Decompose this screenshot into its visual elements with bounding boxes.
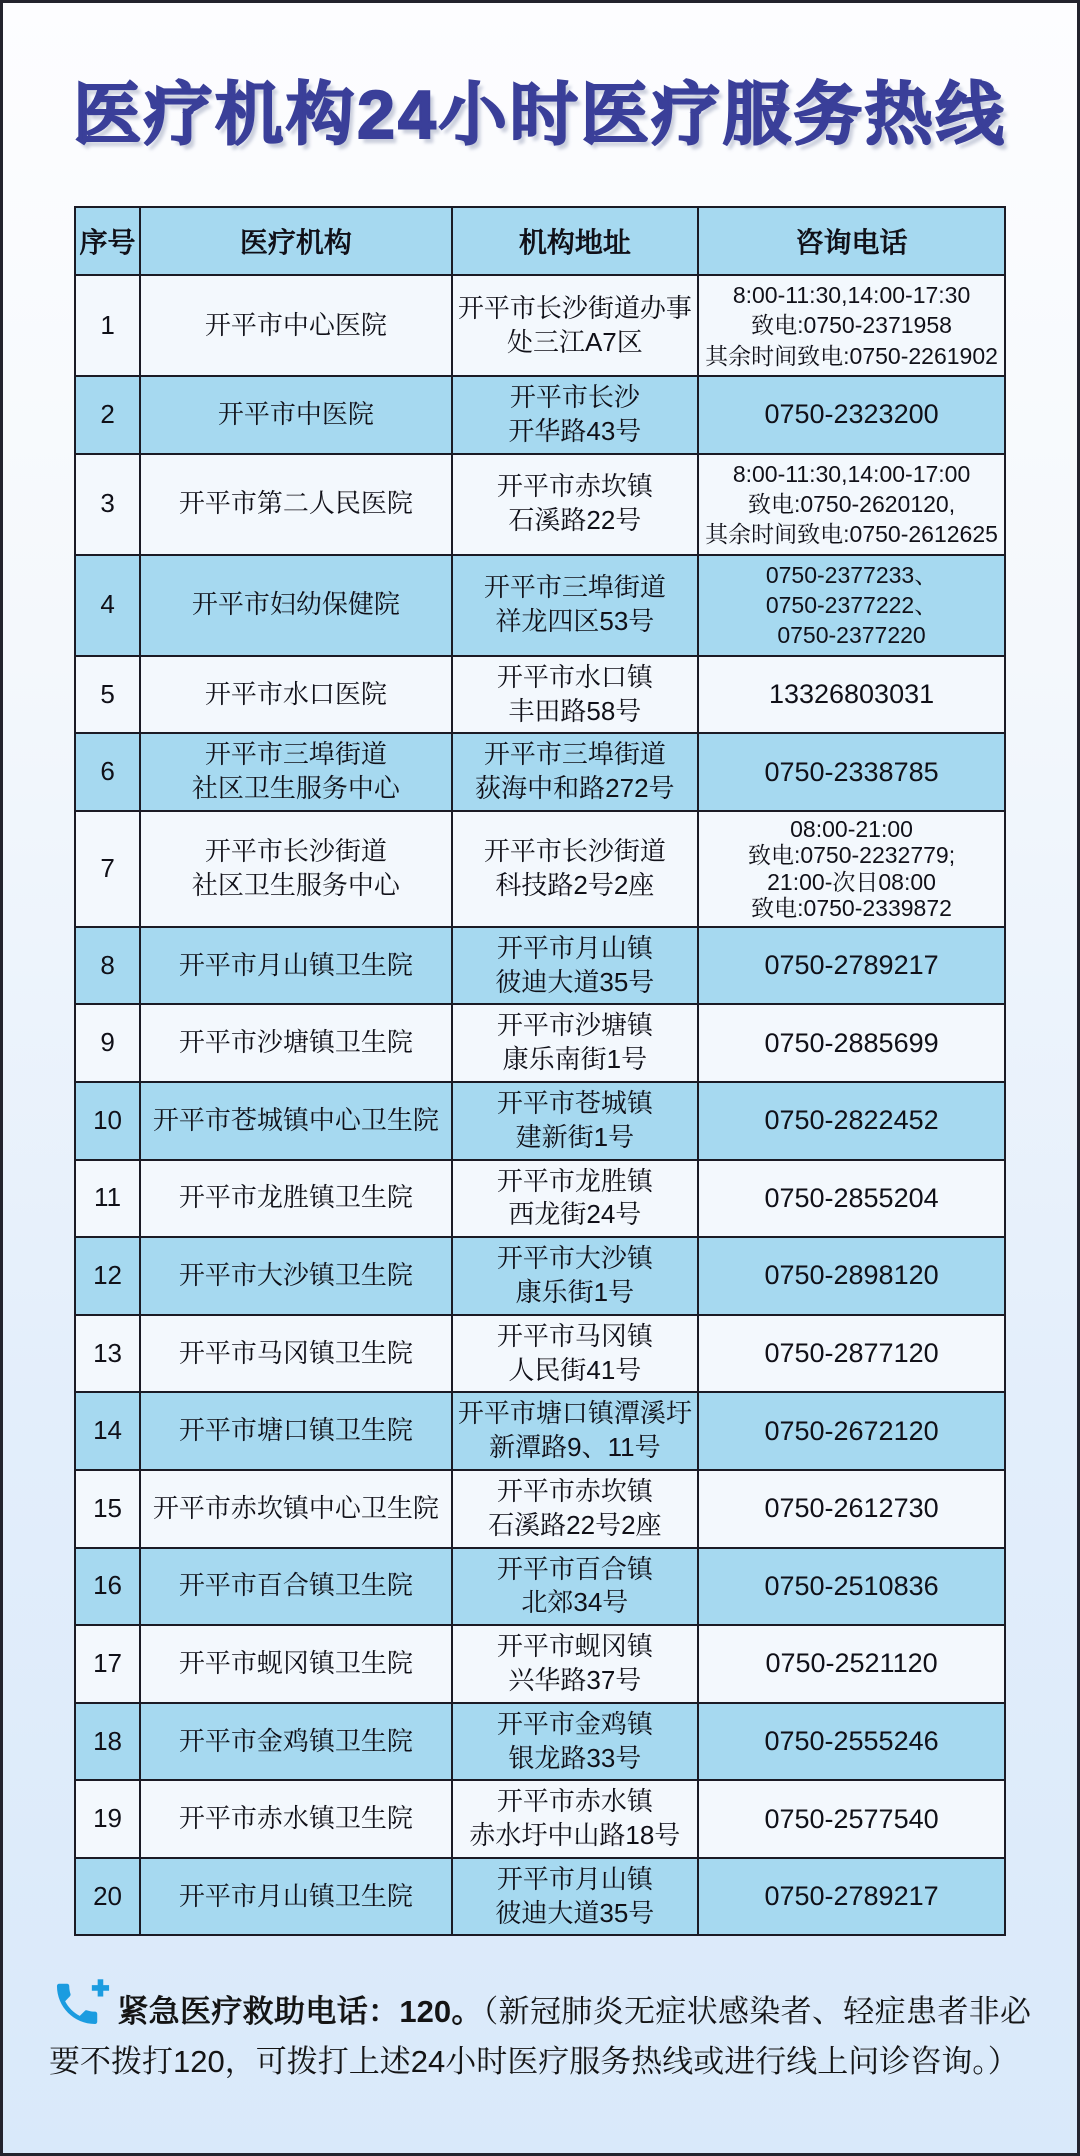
- cell-phone-line: 0750-2789217: [764, 1881, 939, 1912]
- cell-no: [75, 555, 140, 656]
- table-row: [75, 454, 1005, 555]
- cell-org: [140, 1004, 452, 1082]
- cell-no: [75, 1237, 140, 1315]
- cell-org: [140, 1237, 452, 1315]
- cell-addr: [452, 1160, 698, 1238]
- cell-phone: [698, 1625, 1005, 1703]
- cell-addr: [452, 275, 698, 376]
- cell-no-line: 5: [100, 678, 115, 709]
- cell-phone: [698, 376, 1005, 454]
- cell-phone: [698, 733, 1005, 811]
- cell-org: [140, 927, 452, 1005]
- cell-phone: [698, 1548, 1005, 1626]
- cell-addr-line: 开平市赤坎镇: [496, 471, 653, 502]
- cell-phone-line: 0750-2672120: [764, 1415, 939, 1446]
- cell-org: [140, 1392, 452, 1470]
- cell-addr-line: 开华路43号: [508, 415, 642, 446]
- cell-phone: [698, 1082, 1005, 1160]
- emergency-note: [49, 1978, 1031, 2086]
- cell-phone: [698, 1858, 1005, 1936]
- table-row: [75, 927, 1005, 1005]
- cell-addr: [452, 1315, 698, 1393]
- cell-org: [140, 454, 452, 555]
- cell-no: [75, 811, 140, 927]
- cell-no-line: 16: [93, 1570, 122, 1601]
- cell-addr-line: 丰田路58号: [508, 695, 642, 726]
- cell-addr-line: 开平市长沙: [509, 382, 640, 413]
- cell-org: [140, 811, 452, 927]
- cell-no: [75, 1315, 140, 1393]
- cell-phone-line: 0750-2338785: [764, 756, 939, 787]
- cell-org-line: 开平市塘口镇卫生院: [178, 1415, 413, 1446]
- cell-phone: [698, 1392, 1005, 1470]
- cell-addr-line: 开平市蚬冈镇: [496, 1631, 653, 1662]
- cell-addr: [452, 1703, 698, 1781]
- cell-org: [140, 1703, 452, 1781]
- cell-org-line: 开平市水口医院: [204, 678, 387, 709]
- cell-addr-line: 开平市马冈镇: [496, 1320, 653, 1351]
- cell-addr: [452, 1548, 698, 1626]
- emergency-lead: 紧急医疗救助电话：120。: [117, 1994, 483, 2030]
- cell-addr-line: 西龙街24号: [508, 1199, 642, 1230]
- table-row: [75, 811, 1005, 927]
- cell-addr-line: 祥龙四区53号: [495, 606, 655, 637]
- cell-phone: [698, 555, 1005, 656]
- table-row: [75, 1470, 1005, 1548]
- cell-phone: [698, 1780, 1005, 1858]
- cell-addr-line: 开平市百合镇: [496, 1553, 653, 1584]
- table-row: [75, 1315, 1005, 1393]
- cell-addr-line: 开平市赤水镇: [496, 1786, 653, 1817]
- cell-addr-line: 荻海中和路272号: [475, 773, 675, 804]
- cell-phone: [698, 927, 1005, 1005]
- cell-addr-line: 开平市大沙镇: [496, 1243, 653, 1274]
- cell-phone: [698, 811, 1005, 927]
- cell-org-line: 开平市月山镇卫生院: [178, 949, 413, 980]
- cell-org: [140, 733, 452, 811]
- cell-no-line: 2: [100, 398, 115, 429]
- cell-org-line: 开平市金鸡镇卫生院: [178, 1725, 413, 1756]
- cell-phone-line: 致电:0750-2339872: [751, 895, 952, 922]
- cell-org-line: 开平市赤坎镇中心卫生院: [152, 1492, 439, 1523]
- header-phone: 咨询电话: [698, 207, 1005, 275]
- cell-phone-line: 致电:0750-2620120,: [747, 491, 956, 518]
- cell-phone-line: 0750-2510836: [764, 1570, 939, 1601]
- cell-no: [75, 454, 140, 555]
- cell-addr: [452, 733, 698, 811]
- cell-phone: [698, 1004, 1005, 1082]
- cell-no-line: 11: [94, 1182, 122, 1213]
- cell-phone-line: 0750-2377220: [777, 622, 926, 649]
- cell-phone-line: 8:00-11:30,14:00-17:30: [732, 282, 971, 308]
- table-row: [75, 1237, 1005, 1315]
- cell-org-line: 开平市蚬冈镇卫生院: [178, 1648, 413, 1678]
- cell-no-line: 13: [93, 1337, 122, 1368]
- cell-phone-line: 0750-2323200: [764, 399, 939, 430]
- cell-no-line: 12: [93, 1260, 122, 1291]
- cell-phone-line: 0750-2577540: [764, 1803, 939, 1834]
- cell-phone-line: 0750-2377222、: [765, 592, 938, 619]
- cell-addr-line: 银龙路33号: [508, 1742, 642, 1773]
- cell-phone-line: 0750-2377233、: [765, 561, 938, 588]
- cell-addr-line: 康乐南街1号: [502, 1044, 648, 1075]
- cell-addr: [452, 1082, 698, 1160]
- cell-addr-line: 开平市月山镇: [496, 1863, 653, 1894]
- table-row: [75, 555, 1005, 656]
- cell-addr: [452, 454, 698, 555]
- cell-no: [75, 275, 140, 376]
- cell-addr-line: 开平市苍城镇: [496, 1087, 653, 1118]
- cell-no: [75, 1625, 140, 1703]
- cell-addr-line: 处三江A7区: [506, 326, 643, 357]
- cell-no: [75, 1004, 140, 1082]
- cell-no: [75, 733, 140, 811]
- cell-org: [140, 1082, 452, 1160]
- cell-org-line: 开平市沙塘镇卫生院: [178, 1027, 413, 1058]
- cell-no: [75, 656, 140, 734]
- cell-org-line: 开平市中医院: [217, 398, 374, 429]
- cell-no-line: 17: [93, 1648, 122, 1678]
- cell-addr-line: 建新街1号: [515, 1121, 635, 1152]
- cell-no: [75, 1548, 140, 1626]
- cell-no-line: 20: [93, 1880, 122, 1911]
- table-row: [75, 275, 1005, 376]
- cell-addr: [452, 927, 698, 1005]
- cell-phone: [698, 1470, 1005, 1548]
- cell-org: [140, 656, 452, 734]
- emergency-rest: （新冠肺炎无症状感染者、轻症患者非必要不拨打120，可拨打上述24小时医疗服务热线或进行线上问诊咨询。）: [49, 1994, 1031, 2080]
- cell-org: [140, 1625, 452, 1703]
- cell-phone-line: 0750-2555246: [764, 1725, 939, 1756]
- cell-addr-line: 开平市水口镇: [496, 661, 653, 692]
- header-org: 医疗机构: [140, 207, 452, 275]
- cell-no-line: 10: [93, 1104, 122, 1135]
- cell-addr: [452, 1625, 698, 1703]
- cell-addr-line: 开平市金鸡镇: [496, 1708, 653, 1739]
- table-row: [75, 733, 1005, 811]
- cell-org-line: 社区卫生服务中心: [191, 869, 400, 900]
- cell-addr: [452, 376, 698, 454]
- cell-addr-line: 开平市长沙街道: [483, 836, 666, 867]
- cell-org-line: 开平市月山镇卫生院: [178, 1880, 413, 1911]
- cell-org-line: 社区卫生服务中心: [191, 773, 400, 804]
- table-row: [75, 1082, 1005, 1160]
- cell-phone-line: 0750-2521120: [765, 1648, 938, 1679]
- cell-addr-line: 兴华路37号: [508, 1664, 642, 1695]
- cell-org: [140, 1548, 452, 1626]
- cell-addr-line: 彼迪大道35号: [495, 1897, 655, 1928]
- cell-org-line: 开平市苍城镇中心卫生院: [152, 1104, 439, 1135]
- cell-phone-line: 致电:0750-2232779;: [747, 842, 956, 869]
- cell-addr-line: 石溪路22号: [508, 505, 642, 536]
- cell-phone-line: 08:00-21:00: [790, 816, 913, 843]
- cell-org-line: 开平市妇幼保健院: [191, 589, 400, 620]
- cell-addr-line: 石溪路22号2座: [488, 1509, 662, 1540]
- hotline-table: [74, 206, 1006, 1936]
- cell-org-line: 开平市中心医院: [204, 309, 387, 340]
- table-row: [75, 1780, 1005, 1858]
- cell-no-line: 6: [100, 756, 115, 787]
- cell-phone-line: 0750-2855204: [764, 1182, 939, 1213]
- cell-addr-line: 开平市三埠街道: [483, 739, 666, 770]
- cell-no: [75, 1160, 140, 1238]
- cell-addr-line: 北郊34号: [521, 1587, 629, 1618]
- cell-addr-line: 开平市龙胜镇: [496, 1165, 653, 1196]
- cell-phone: [698, 1237, 1005, 1315]
- cell-addr: [452, 555, 698, 656]
- cell-addr: [452, 1780, 698, 1858]
- table-row: [75, 1548, 1005, 1626]
- cell-phone: [698, 656, 1005, 734]
- cell-addr-line: 人民街41号: [508, 1354, 642, 1385]
- cell-addr-line: 开平市沙塘镇: [496, 1010, 653, 1041]
- cell-org: [140, 555, 452, 656]
- cell-no-line: 15: [93, 1492, 122, 1523]
- cell-addr-line: 开平市长沙街道办事: [457, 292, 692, 323]
- cell-addr-line: 开平市赤坎镇: [496, 1475, 653, 1506]
- cell-phone-line: 0750-2789217: [764, 950, 939, 981]
- cell-org: [140, 1160, 452, 1238]
- cell-no-line: 14: [93, 1415, 122, 1446]
- cell-phone-line: 13326803031: [768, 679, 935, 710]
- cell-phone: [698, 275, 1005, 376]
- cell-org-line: 开平市百合镇卫生院: [178, 1570, 413, 1601]
- cell-phone-line: 8:00-11:30,14:00-17:00: [732, 460, 971, 487]
- table-row: [75, 1392, 1005, 1470]
- cell-no-line: 19: [93, 1803, 122, 1834]
- cell-org-line: 开平市长沙街道: [204, 836, 387, 867]
- cell-org-line: 开平市马冈镇卫生院: [178, 1337, 413, 1368]
- cell-no: [75, 376, 140, 454]
- table-header-row: [75, 207, 1005, 275]
- cell-no: [75, 1392, 140, 1470]
- cell-org: [140, 1858, 452, 1936]
- cell-addr-line: 开平市塘口镇潭溪圩: [457, 1398, 692, 1429]
- cell-no-line: 4: [100, 589, 115, 620]
- cell-phone: [698, 1703, 1005, 1781]
- cell-org: [140, 1315, 452, 1393]
- cell-no-line: 8: [100, 949, 115, 980]
- cell-addr: [452, 1004, 698, 1082]
- cell-addr: [452, 1858, 698, 1936]
- cell-no-line: 7: [100, 852, 115, 883]
- cell-no: [75, 927, 140, 1005]
- cell-addr: [452, 811, 698, 927]
- cell-addr: [452, 656, 698, 734]
- cell-org-line: 开平市第二人民医院: [178, 488, 413, 519]
- cell-no: [75, 1703, 140, 1781]
- cell-phone-line: 其余时间致电:0750-2612625: [705, 521, 998, 548]
- cell-phone: [698, 1160, 1005, 1238]
- cell-no: [75, 1858, 140, 1936]
- cell-addr-line: 开平市月山镇: [496, 932, 653, 963]
- cell-no: [75, 1082, 140, 1160]
- cell-phone-line: 0750-2822452: [764, 1105, 939, 1136]
- cell-org: [140, 275, 452, 376]
- cell-phone: [698, 1315, 1005, 1393]
- cell-addr-line: 彼迪大道35号: [495, 966, 655, 997]
- cell-addr-line: 科技路2号2座: [495, 869, 655, 900]
- cell-phone-line: 其余时间致电:0750-2261902: [705, 342, 998, 369]
- cell-no-line: 18: [93, 1725, 122, 1756]
- header-addr: 机构地址: [452, 207, 698, 275]
- cell-addr-line: 赤水圩中山路18号: [469, 1820, 681, 1851]
- cell-addr-line: 开平市三埠街道: [483, 572, 666, 603]
- cell-phone: [698, 454, 1005, 555]
- phone-plus-icon: [49, 1978, 111, 2034]
- cell-phone-line: 0750-2612730: [764, 1493, 939, 1524]
- table-row: [75, 1858, 1005, 1936]
- cell-org-line: 开平市龙胜镇卫生院: [178, 1182, 413, 1213]
- cell-phone-line: 0750-2877120: [764, 1337, 939, 1368]
- cell-org: [140, 1470, 452, 1548]
- cell-no-line: 9: [100, 1027, 115, 1058]
- table-row: [75, 1004, 1005, 1082]
- cell-addr: [452, 1470, 698, 1548]
- table-row: [75, 1160, 1005, 1238]
- table-row: [75, 1703, 1005, 1781]
- cell-phone-line: 0750-2898120: [764, 1260, 939, 1291]
- cell-addr-line: 康乐街1号: [515, 1276, 635, 1307]
- table-row: [75, 1625, 1005, 1703]
- header-no: 序号: [75, 207, 140, 275]
- cell-phone-line: 致电:0750-2371958: [751, 312, 952, 339]
- cell-no: [75, 1780, 140, 1858]
- table-row: [75, 376, 1005, 454]
- cell-org: [140, 376, 452, 454]
- cell-org-line: 开平市赤水镇卫生院: [178, 1803, 413, 1834]
- cell-phone-line: 21:00-次日08:00: [767, 868, 936, 895]
- cell-phone-line: 0750-2885699: [764, 1027, 939, 1058]
- table-row: [75, 656, 1005, 734]
- page-title: 医疗机构24小时医疗服务热线: [73, 77, 1007, 153]
- cell-addr-line: 新潭路9、11号: [489, 1432, 661, 1463]
- cell-addr: [452, 1237, 698, 1315]
- cell-no: [75, 1470, 140, 1548]
- cell-org-line: 开平市三埠街道: [204, 739, 387, 770]
- cell-org: [140, 1780, 452, 1858]
- cell-no-line: 3: [100, 488, 115, 519]
- cell-no-line: 1: [100, 309, 115, 340]
- cell-addr: [452, 1392, 698, 1470]
- cell-org-line: 开平市大沙镇卫生院: [178, 1260, 413, 1291]
